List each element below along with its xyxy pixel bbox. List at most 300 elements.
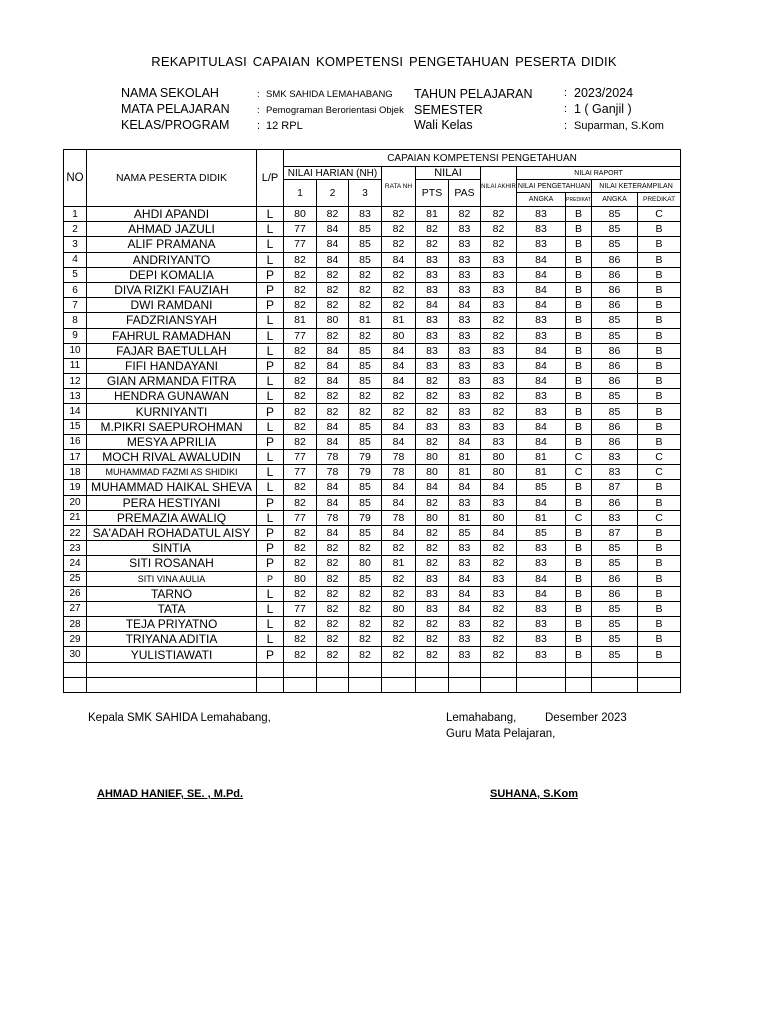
cell-pts: 83 [416, 358, 449, 373]
student-name: PREMAZIA AWALIQ [87, 510, 257, 525]
cell-nh1: 77 [284, 237, 317, 252]
table-row [64, 419, 681, 434]
cell-p-angka: 83 [517, 328, 566, 343]
cell-p-angka: 83 [517, 632, 566, 647]
cell-p-angka: 83 [517, 222, 566, 237]
cell-p-pred: B [566, 404, 592, 419]
cell-akhir: 83 [481, 343, 517, 358]
cell-nh3: 82 [349, 282, 382, 297]
empty-cell [349, 662, 382, 677]
cell-nh2: 84 [317, 358, 349, 373]
subject-label: MATA PELAJARAN [121, 102, 230, 116]
header-p-predikat: PREDIKAT [566, 193, 592, 207]
right-signer-name: SUHANA, S.Kom [490, 788, 579, 800]
cell-nh1: 82 [284, 389, 317, 404]
header-no: NO [64, 150, 87, 207]
cell-pas: 83 [449, 495, 481, 510]
footer-date: Desember 2023 [545, 712, 627, 724]
cell-pas: 83 [449, 419, 481, 434]
row-number: 8 [64, 313, 87, 328]
cell-nh1: 82 [284, 252, 317, 267]
empty-cell [64, 662, 87, 677]
cell-p-pred: B [566, 601, 592, 616]
table-row [64, 465, 681, 480]
cell-akhir: 82 [481, 222, 517, 237]
cell-k-pred: B [638, 586, 681, 601]
cell-p-pred: B [566, 282, 592, 297]
cell-rata: 84 [382, 525, 416, 540]
cell-k-angka: 85 [592, 389, 638, 404]
cell-nh1: 80 [284, 207, 317, 222]
cell-k-angka: 85 [592, 541, 638, 556]
cell-pts: 82 [416, 617, 449, 632]
cell-pts: 82 [416, 647, 449, 662]
cell-p-pred: B [566, 617, 592, 632]
student-gender: P [257, 298, 284, 313]
cell-p-pred: B [566, 556, 592, 571]
table-row [64, 222, 681, 237]
cell-p-angka: 83 [517, 541, 566, 556]
cell-pas: 84 [449, 601, 481, 616]
cell-k-angka: 85 [592, 404, 638, 419]
row-number: 19 [64, 480, 87, 495]
empty-cell [416, 662, 449, 677]
cell-nh3: 85 [349, 222, 382, 237]
student-gender: L [257, 252, 284, 267]
cell-p-angka: 84 [517, 419, 566, 434]
cell-akhir: 82 [481, 389, 517, 404]
table-row [64, 207, 681, 222]
cell-pts: 82 [416, 434, 449, 449]
cell-nh2: 82 [317, 541, 349, 556]
student-gender: P [257, 571, 284, 586]
cell-k-pred: C [638, 450, 681, 465]
header-nh1: 1 [284, 180, 317, 207]
header-nilai-keterampilan: NILAI KETERAMPILAN [592, 180, 681, 193]
table-row [64, 495, 681, 510]
header-k-predikat: PREDIKAT [638, 193, 681, 207]
cell-pas: 83 [449, 343, 481, 358]
cell-p-pred: B [566, 480, 592, 495]
cell-k-angka: 83 [592, 450, 638, 465]
cell-akhir: 82 [481, 617, 517, 632]
cell-pts: 82 [416, 541, 449, 556]
cell-pts: 82 [416, 237, 449, 252]
table-row [64, 586, 681, 601]
student-name: TRIYANA ADITIA [87, 632, 257, 647]
header-p-angka: ANGKA [517, 193, 566, 207]
cell-nh3: 82 [349, 328, 382, 343]
cell-nh1: 77 [284, 601, 317, 616]
cell-pas: 83 [449, 267, 481, 282]
class-label: KELAS/PROGRAM [121, 118, 230, 132]
header-rata-nh: RATA NH [382, 167, 416, 207]
cell-akhir: 83 [481, 358, 517, 373]
cell-pas: 84 [449, 586, 481, 601]
empty-cell [566, 677, 592, 692]
student-gender: L [257, 510, 284, 525]
table-row [64, 343, 681, 358]
cell-nh3: 82 [349, 541, 382, 556]
cell-p-pred: B [566, 525, 592, 540]
student-gender: L [257, 328, 284, 343]
cell-nh2: 82 [317, 207, 349, 222]
cell-pas: 83 [449, 632, 481, 647]
cell-rata: 84 [382, 374, 416, 389]
cell-p-pred: B [566, 358, 592, 373]
row-number: 5 [64, 267, 87, 282]
table-row [64, 252, 681, 267]
cell-pas: 81 [449, 510, 481, 525]
cell-akhir: 82 [481, 313, 517, 328]
cell-k-angka: 85 [592, 647, 638, 662]
empty-cell [481, 677, 517, 692]
cell-nh2: 84 [317, 237, 349, 252]
cell-rata: 84 [382, 434, 416, 449]
cell-rata: 82 [382, 647, 416, 662]
table-row [64, 282, 681, 297]
cell-pas: 83 [449, 313, 481, 328]
cell-pas: 84 [449, 434, 481, 449]
table-row [64, 632, 681, 647]
table-row [64, 525, 681, 540]
footer-left-title: Kepala SMK SAHIDA Lemahabang, [88, 712, 271, 724]
row-number: 17 [64, 450, 87, 465]
header-lp: L/P [257, 150, 284, 207]
cell-rata: 82 [382, 586, 416, 601]
row-number: 24 [64, 556, 87, 571]
cell-rata: 82 [382, 632, 416, 647]
table-row [64, 237, 681, 252]
cell-k-angka: 85 [592, 632, 638, 647]
student-name: GIAN ARMANDA FITRA [87, 374, 257, 389]
table-row [64, 571, 681, 586]
empty-cell [638, 662, 681, 677]
cell-akhir: 83 [481, 571, 517, 586]
cell-nh1: 82 [284, 480, 317, 495]
row-number: 25 [64, 571, 87, 586]
student-gender: L [257, 222, 284, 237]
cell-nh1: 82 [284, 617, 317, 632]
cell-nh1: 82 [284, 541, 317, 556]
cell-p-pred: B [566, 343, 592, 358]
row-number: 16 [64, 434, 87, 449]
cell-nh3: 85 [349, 434, 382, 449]
student-name: DIVA RIZKI FAUZIAH [87, 282, 257, 297]
semester-value: 1 ( Ganjil ) [574, 102, 632, 116]
cell-p-angka: 84 [517, 586, 566, 601]
cell-nh3: 85 [349, 571, 382, 586]
cell-k-pred: B [638, 480, 681, 495]
cell-nh2: 82 [317, 556, 349, 571]
empty-cell [481, 662, 517, 677]
student-gender: P [257, 495, 284, 510]
cell-p-angka: 84 [517, 358, 566, 373]
row-number: 21 [64, 510, 87, 525]
header-nilai: NILAI [416, 167, 481, 180]
cell-nh3: 79 [349, 510, 382, 525]
cell-k-pred: B [638, 237, 681, 252]
cell-pts: 83 [416, 328, 449, 343]
student-gender: L [257, 465, 284, 480]
competency-table [63, 149, 681, 693]
empty-cell [64, 677, 87, 692]
cell-rata: 82 [382, 617, 416, 632]
cell-akhir: 80 [481, 465, 517, 480]
cell-pts: 83 [416, 282, 449, 297]
footer-right-title: Guru Mata Pelajaran, [446, 728, 556, 740]
student-gender: L [257, 419, 284, 434]
cell-p-pred: B [566, 374, 592, 389]
document-title: REKAPITULASI CAPAIAN KOMPETENSI PENGETAHUAN PESERTA DIDIK [151, 54, 617, 69]
cell-k-pred: B [638, 601, 681, 616]
cell-k-pred: B [638, 647, 681, 662]
cell-p-angka: 81 [517, 465, 566, 480]
cell-k-pred: B [638, 298, 681, 313]
cell-nh1: 82 [284, 343, 317, 358]
cell-pts: 82 [416, 374, 449, 389]
cell-p-angka: 83 [517, 617, 566, 632]
student-name: DEPI KOMALIA [87, 267, 257, 282]
cell-rata: 82 [382, 207, 416, 222]
cell-p-angka: 84 [517, 495, 566, 510]
cell-pts: 84 [416, 298, 449, 313]
school-label: NAMA SEKOLAH [121, 86, 219, 100]
cell-akhir: 82 [481, 647, 517, 662]
cell-nh3: 85 [349, 358, 382, 373]
table-row [64, 298, 681, 313]
cell-k-angka: 86 [592, 571, 638, 586]
cell-nh2: 82 [317, 632, 349, 647]
cell-pts: 82 [416, 495, 449, 510]
empty-cell [592, 662, 638, 677]
student-name: SITI VINA AULIA [87, 571, 257, 586]
cell-pas: 83 [449, 237, 481, 252]
cell-p-angka: 83 [517, 556, 566, 571]
cell-rata: 81 [382, 313, 416, 328]
student-gender: L [257, 601, 284, 616]
row-number: 7 [64, 298, 87, 313]
cell-p-angka: 83 [517, 601, 566, 616]
header-nilai-pengetahuan: NILAI PENGETAHUAN [517, 180, 592, 193]
cell-k-pred: B [638, 343, 681, 358]
cell-p-pred: B [566, 298, 592, 313]
cell-pas: 83 [449, 556, 481, 571]
cell-nh1: 82 [284, 556, 317, 571]
table-row [64, 313, 681, 328]
cell-nh3: 83 [349, 207, 382, 222]
cell-nh2: 82 [317, 601, 349, 616]
cell-pts: 82 [416, 632, 449, 647]
student-gender: P [257, 404, 284, 419]
cell-rata: 84 [382, 495, 416, 510]
semester-label: SEMESTER [414, 103, 483, 117]
cell-akhir: 84 [481, 525, 517, 540]
cell-k-angka: 85 [592, 313, 638, 328]
row-number: 30 [64, 647, 87, 662]
table-row [64, 267, 681, 282]
row-number: 12 [64, 374, 87, 389]
student-name: MUHAMMAD HAIKAL SHEVA [87, 480, 257, 495]
cell-pas: 83 [449, 282, 481, 297]
cell-rata: 82 [382, 389, 416, 404]
cell-p-angka: 84 [517, 374, 566, 389]
cell-k-angka: 87 [592, 525, 638, 540]
cell-akhir: 84 [481, 480, 517, 495]
cell-nh3: 79 [349, 450, 382, 465]
cell-rata: 84 [382, 480, 416, 495]
row-number: 11 [64, 358, 87, 373]
cell-k-pred: B [638, 419, 681, 434]
empty-cell [284, 677, 317, 692]
year-colon: : [564, 87, 568, 99]
class-colon: : [257, 120, 261, 132]
cell-akhir: 82 [481, 601, 517, 616]
empty-cell [284, 662, 317, 677]
cell-k-pred: B [638, 313, 681, 328]
cell-rata: 84 [382, 358, 416, 373]
cell-k-pred: C [638, 465, 681, 480]
cell-k-angka: 87 [592, 480, 638, 495]
cell-p-angka: 85 [517, 525, 566, 540]
empty-row [64, 677, 681, 692]
wali-colon: : [564, 120, 568, 132]
cell-nh3: 85 [349, 525, 382, 540]
class-value: 12 RPL [266, 120, 303, 132]
cell-p-pred: B [566, 586, 592, 601]
cell-pts: 83 [416, 267, 449, 282]
cell-pts: 83 [416, 601, 449, 616]
cell-pas: 85 [449, 525, 481, 540]
empty-row [64, 662, 681, 677]
cell-p-angka: 83 [517, 647, 566, 662]
cell-nh1: 82 [284, 404, 317, 419]
cell-k-angka: 83 [592, 465, 638, 480]
cell-akhir: 82 [481, 632, 517, 647]
cell-k-angka: 86 [592, 343, 638, 358]
cell-nh3: 85 [349, 374, 382, 389]
student-gender: L [257, 389, 284, 404]
cell-k-angka: 85 [592, 222, 638, 237]
cell-nh3: 82 [349, 267, 382, 282]
left-signer-name: AHMAD HANIEF, SE. , M.Pd. [97, 788, 244, 800]
table-row [64, 617, 681, 632]
cell-akhir: 82 [481, 207, 517, 222]
cell-k-pred: B [638, 434, 681, 449]
empty-cell [517, 677, 566, 692]
cell-k-angka: 86 [592, 358, 638, 373]
cell-nh1: 82 [284, 282, 317, 297]
cell-rata: 80 [382, 601, 416, 616]
cell-nh1: 82 [284, 525, 317, 540]
student-name: TARNO [87, 586, 257, 601]
table-row [64, 601, 681, 616]
cell-k-pred: C [638, 207, 681, 222]
year-value: 2023/2024 [574, 86, 634, 100]
cell-pts: 81 [416, 207, 449, 222]
cell-nh2: 84 [317, 434, 349, 449]
cell-nh3: 85 [349, 495, 382, 510]
cell-p-pred: B [566, 632, 592, 647]
cell-nh2: 84 [317, 480, 349, 495]
row-number: 27 [64, 601, 87, 616]
cell-nh2: 84 [317, 495, 349, 510]
cell-pas: 82 [449, 207, 481, 222]
cell-p-angka: 84 [517, 267, 566, 282]
empty-cell [382, 677, 416, 692]
header-nilai-harian: NILAI HARIAN (NH) [284, 167, 382, 180]
cell-pas: 83 [449, 358, 481, 373]
table-row [64, 510, 681, 525]
cell-pts: 83 [416, 419, 449, 434]
student-name: TATA [87, 601, 257, 616]
row-number: 2 [64, 222, 87, 237]
cell-k-angka: 85 [592, 601, 638, 616]
cell-k-angka: 85 [592, 617, 638, 632]
header-k-angka: ANGKA [592, 193, 638, 207]
cell-akhir: 83 [481, 419, 517, 434]
cell-nh3: 82 [349, 647, 382, 662]
row-number: 18 [64, 465, 87, 480]
cell-nh1: 82 [284, 267, 317, 282]
cell-rata: 84 [382, 252, 416, 267]
header-capaian: CAPAIAN KOMPETENSI PENGETAHUAN [284, 150, 681, 167]
cell-nh1: 81 [284, 313, 317, 328]
cell-p-angka: 83 [517, 313, 566, 328]
cell-nh3: 82 [349, 601, 382, 616]
table-row [64, 450, 681, 465]
student-gender: P [257, 525, 284, 540]
cell-k-pred: B [638, 374, 681, 389]
empty-cell [517, 662, 566, 677]
cell-k-angka: 86 [592, 298, 638, 313]
cell-p-pred: B [566, 313, 592, 328]
cell-k-pred: B [638, 541, 681, 556]
cell-k-pred: B [638, 404, 681, 419]
student-gender: P [257, 358, 284, 373]
student-gender: L [257, 632, 284, 647]
cell-nh1: 82 [284, 298, 317, 313]
cell-pts: 83 [416, 343, 449, 358]
row-number: 13 [64, 389, 87, 404]
cell-akhir: 83 [481, 374, 517, 389]
cell-k-angka: 86 [592, 267, 638, 282]
student-name: TEJA PRIYATNO [87, 617, 257, 632]
cell-pts: 83 [416, 252, 449, 267]
row-number: 20 [64, 495, 87, 510]
wali-value: Suparman, S.Kom [574, 120, 664, 132]
cell-pas: 83 [449, 374, 481, 389]
student-name: SINTIA [87, 541, 257, 556]
school-value: SMK SAHIDA LEMAHABANG [266, 89, 393, 100]
cell-pas: 84 [449, 298, 481, 313]
cell-nh3: 85 [349, 480, 382, 495]
cell-rata: 82 [382, 404, 416, 419]
cell-p-pred: B [566, 647, 592, 662]
cell-p-angka: 84 [517, 252, 566, 267]
table-row [64, 404, 681, 419]
empty-cell [349, 677, 382, 692]
cell-nh2: 84 [317, 525, 349, 540]
cell-p-angka: 84 [517, 571, 566, 586]
empty-cell [449, 662, 481, 677]
year-label: TAHUN PELAJARAN [414, 87, 533, 101]
cell-p-pred: B [566, 419, 592, 434]
cell-p-angka: 81 [517, 450, 566, 465]
student-name: MUHAMMAD FAZMI AS SHIDIKI [87, 465, 257, 480]
cell-rata: 82 [382, 267, 416, 282]
cell-rata: 82 [382, 298, 416, 313]
